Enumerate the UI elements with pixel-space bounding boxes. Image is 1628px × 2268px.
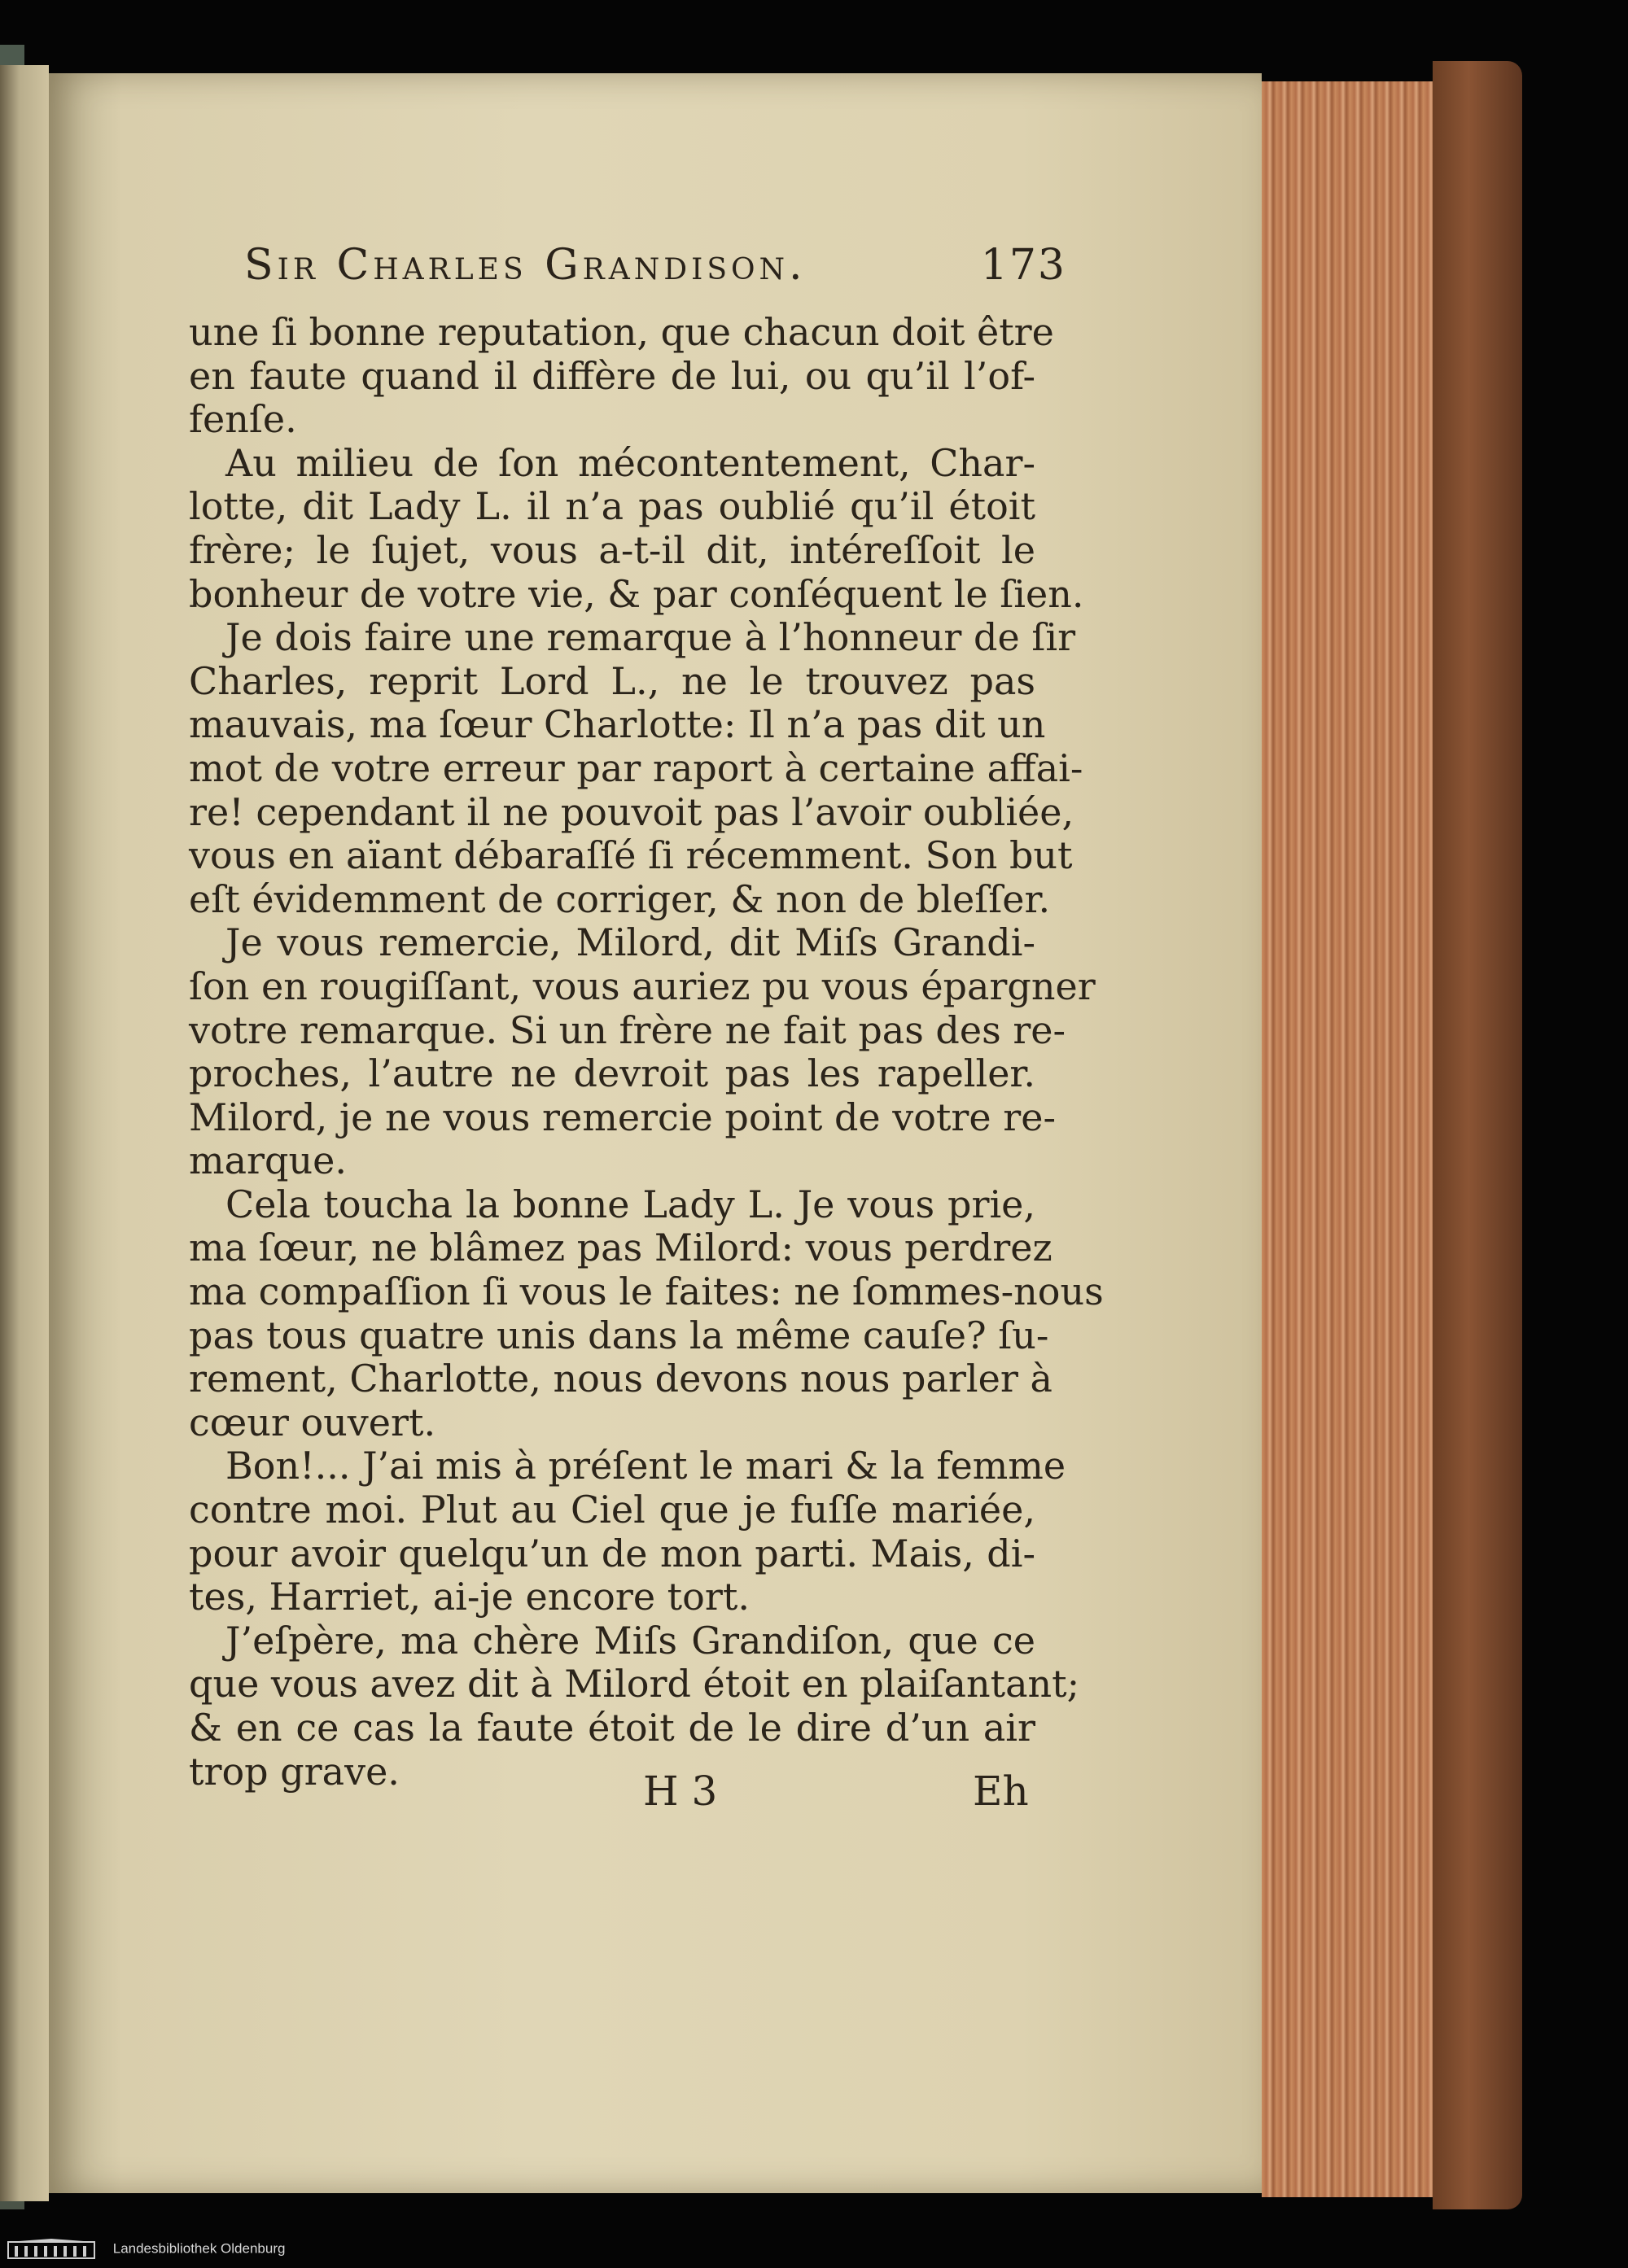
text-line: en faute quand il diffère de lui, ou qu’il l’of-: [189, 353, 1035, 398]
library-footer: [7, 2236, 348, 2261]
library-name: Landesbibliothek Oldenburg: [112, 2240, 286, 2257]
text-line: frère; le ſujet, vous a-t-il dit, intéreſſoit le: [189, 527, 1035, 572]
text-line: ma compaſſion ſi vous le faites: ne ſommes-nous: [189, 1269, 1104, 1314]
text-line: re! cependant il ne pouvoit pas l’avoir oubliée,: [189, 789, 1074, 834]
text-line: fenſe.: [189, 397, 297, 442]
text-line: mot de votre erreur par raport à certaine affai-: [189, 745, 1083, 790]
text-line: ma ſœur, ne blâmez pas Milord: vous perdrez: [189, 1226, 1053, 1270]
page-fore-edges: [1262, 81, 1453, 2197]
text-line: que vous avez dit à Milord étoit en plaiſantant;: [189, 1662, 1080, 1706]
previous-page-edge: [0, 65, 49, 2201]
text-line: Charles, reprit Lord L., ne le trouvez pas: [189, 658, 1035, 703]
text-line: tes, Harriet, ai-je encore tort.: [189, 1575, 750, 1619]
running-title: Sir Charles Grandison.: [244, 241, 807, 290]
signature-mark: H 3: [643, 1768, 718, 1815]
catchword: Eh: [973, 1768, 1029, 1815]
text-line: marque.: [189, 1138, 347, 1183]
text-line: Je dois faire une remarque à l’honneur de ſir: [225, 615, 1076, 660]
page-number: 173: [980, 241, 1066, 290]
text-line: bonheur de votre vie, & par conſéquent le ſien.: [189, 571, 1084, 616]
text-line: cœur ouvert.: [189, 1400, 436, 1444]
text-line: pas tous quatre unis dans la même cauſe? ſu-: [189, 1313, 1049, 1357]
text-line: proches, l’autre ne devroit pas les rapeller.: [189, 1051, 1035, 1096]
text-line: pour avoir quelqu’un de mon parti. Mais, di-: [189, 1531, 1035, 1575]
text-line: rement, Charlotte, nous devons nous parler à: [189, 1357, 1053, 1401]
text-line: Milord, je ne vous remercie point de votre re-: [189, 1095, 1057, 1139]
text-line: trop grave.: [189, 1749, 400, 1794]
text-line: & en ce cas la faute étoit de le dire d’un air: [189, 1706, 1035, 1750]
text-line: Je vous remercie, Milord, dit Miſs Grandi-: [225, 920, 1035, 965]
text-line: lotte, dit Lady L. il n’a pas oublié qu’il étoit: [189, 484, 1035, 529]
text-line: eſt évidemment de corriger, & non de bleſſer.: [189, 876, 1051, 921]
text-line: J’eſpère, ma chère Miſs Grandiſon, que ce: [225, 1618, 1035, 1663]
text-line: Bon!... J’ai mis à préſent le mari & la femme: [225, 1444, 1066, 1488]
text-line: ſon en rougiſſant, vous auriez pu vous épargner: [189, 964, 1096, 1008]
library-building-icon: [7, 2239, 96, 2260]
text-line: Au milieu de ſon mécontentement, Char-: [225, 440, 1035, 485]
text-line: contre moi. Plut au Ciel que je fuſſe mariée,: [189, 1488, 1035, 1532]
text-line: vous en aïant débaraſſé ſi récemment. Son but: [189, 833, 1073, 878]
text-line: mauvais, ma ſœur Charlotte: Il n’a pas dit un: [189, 702, 1046, 747]
running-head: [244, 241, 1066, 298]
body-text: [189, 310, 1104, 1794]
text-line: Cela toucha la bonne Lady L. Je vous prie,: [225, 1182, 1035, 1226]
text-line: une ſi bonne reputation, que chacun doit être: [189, 310, 1054, 354]
text-line: votre remarque. Si un frère ne fait pas des re-: [189, 1007, 1066, 1052]
right-cover-board: [1433, 61, 1522, 2209]
